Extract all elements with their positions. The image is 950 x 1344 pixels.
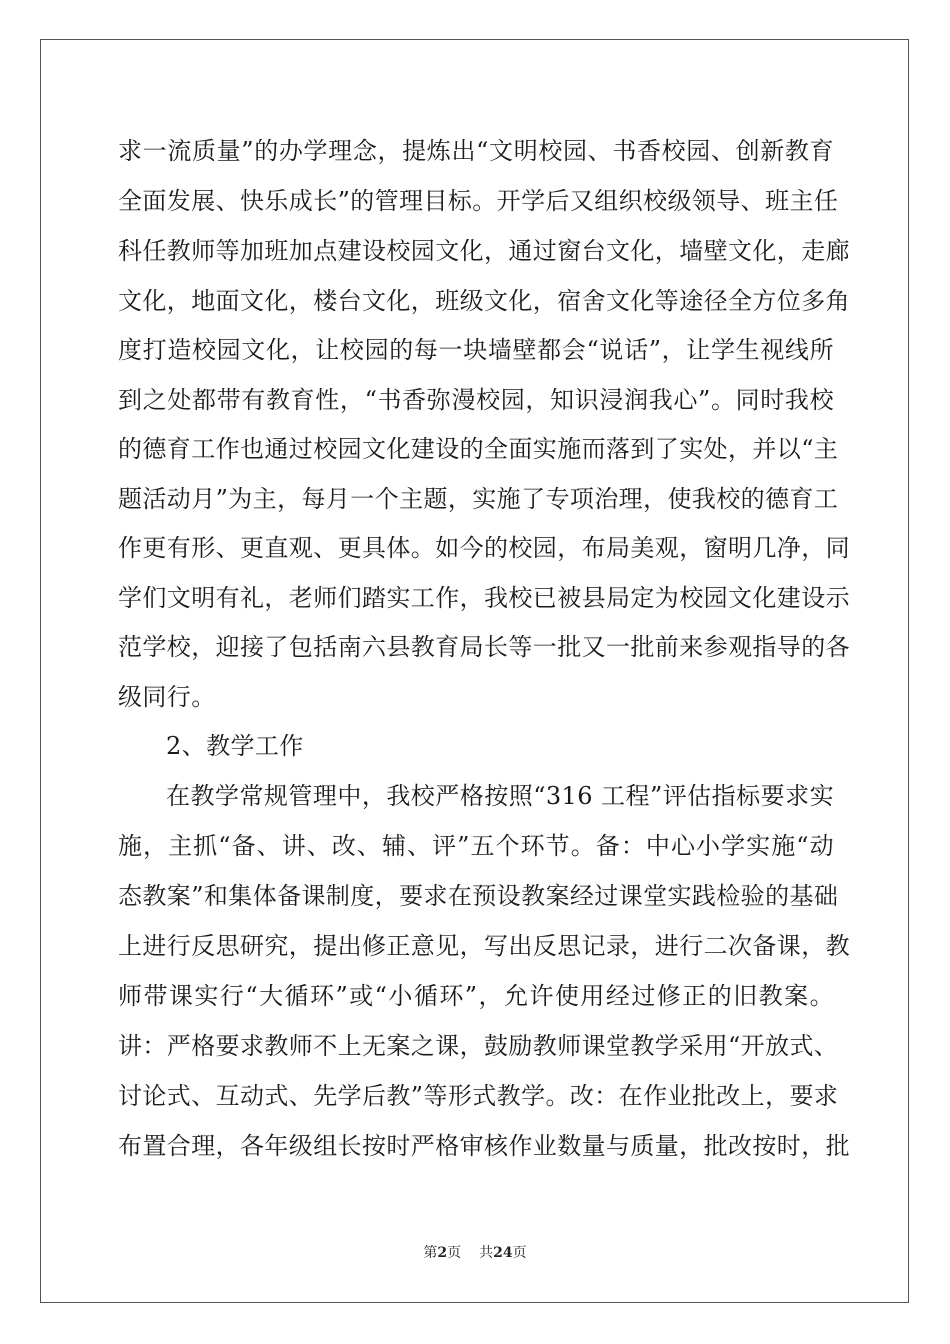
text-line: 讨论式、互动式、先学后教”等形式教学。改：在作业批改上，要求 (118, 1082, 839, 1110)
text-line: 在教学常规管理中，我校严格按照“316 工程”评估指标要求实 (166, 782, 834, 810)
text-line: 态教案”和集体备课制度，要求在预设教案经过课堂实践检验的基础 (118, 882, 839, 910)
text-line: 题活动月”为主，每月一个主题，实施了专项治理，使我校的德育工 (118, 485, 839, 513)
text-line: 施，主抓“备、讲、改、辅、评”五个环节。备：中心小学实施“动 (118, 832, 834, 860)
total-suffix: 页 (512, 1245, 527, 1261)
text-line: 全面发展、快乐成长”的管理目标。开学后又组织校级领导、班主任 (118, 187, 839, 215)
page-current: 2 (437, 1245, 448, 1261)
text-line: 范学校，迎接了包括南六县教育局长等一批又一批前来参观指导的各 (118, 633, 850, 661)
text-line: 上进行反思研究，提出修正意见，写出反思记录，进行二次备课，教 (118, 932, 850, 960)
text-line: 求一流质量”的办学理念，提炼出“文明校园、书香校园、创新教育 (118, 137, 834, 165)
total-prefix: 共 (479, 1245, 494, 1261)
text-line: 讲：严格要求教师不上无案之课，鼓励教师课堂教学采用“开放式、 (118, 1032, 839, 1060)
text-line: 度打造校园文化，让校园的每一块墙壁都会“说话”，让学生视线所 (118, 336, 834, 364)
text-line: 科任教师等加班加点建设校园文化，通过窗台文化，墙壁文化，走廊 (118, 237, 850, 265)
text-line: 文化，地面文化，楼台文化，班级文化，宿舍文化等途径全方位多角 (118, 287, 850, 315)
text-line: 到之处都带有教育性，“书香弥漫校园，知识浸润我心”。同时我校 (118, 386, 834, 414)
text-line: 作更有形、更直观、更具体。如今的校园，布局美观，窗明几净，同 (118, 534, 850, 562)
text-line: 师带课实行“大循环”或“小循环”，允许使用经过修正的旧教案。 (118, 982, 834, 1010)
page-prefix: 第 (423, 1245, 438, 1261)
section-heading: 2、教学工作 (166, 732, 304, 760)
page-footer (0, 1243, 950, 1263)
page-total: 24 (493, 1245, 513, 1261)
text-line: 学们文明有礼，老师们踏实工作，我校已被县局定为校园文化建设示 (118, 584, 850, 612)
page-suffix: 页 (447, 1245, 462, 1261)
text-line: 布置合理，各年级组长按时严格审核作业数量与质量，批改按时，批 (118, 1132, 850, 1160)
text-line: 级同行。 (118, 683, 216, 711)
text-line: 的德育工作也通过校园文化建设的全面实施而落到了实处，并以“主 (118, 435, 839, 463)
